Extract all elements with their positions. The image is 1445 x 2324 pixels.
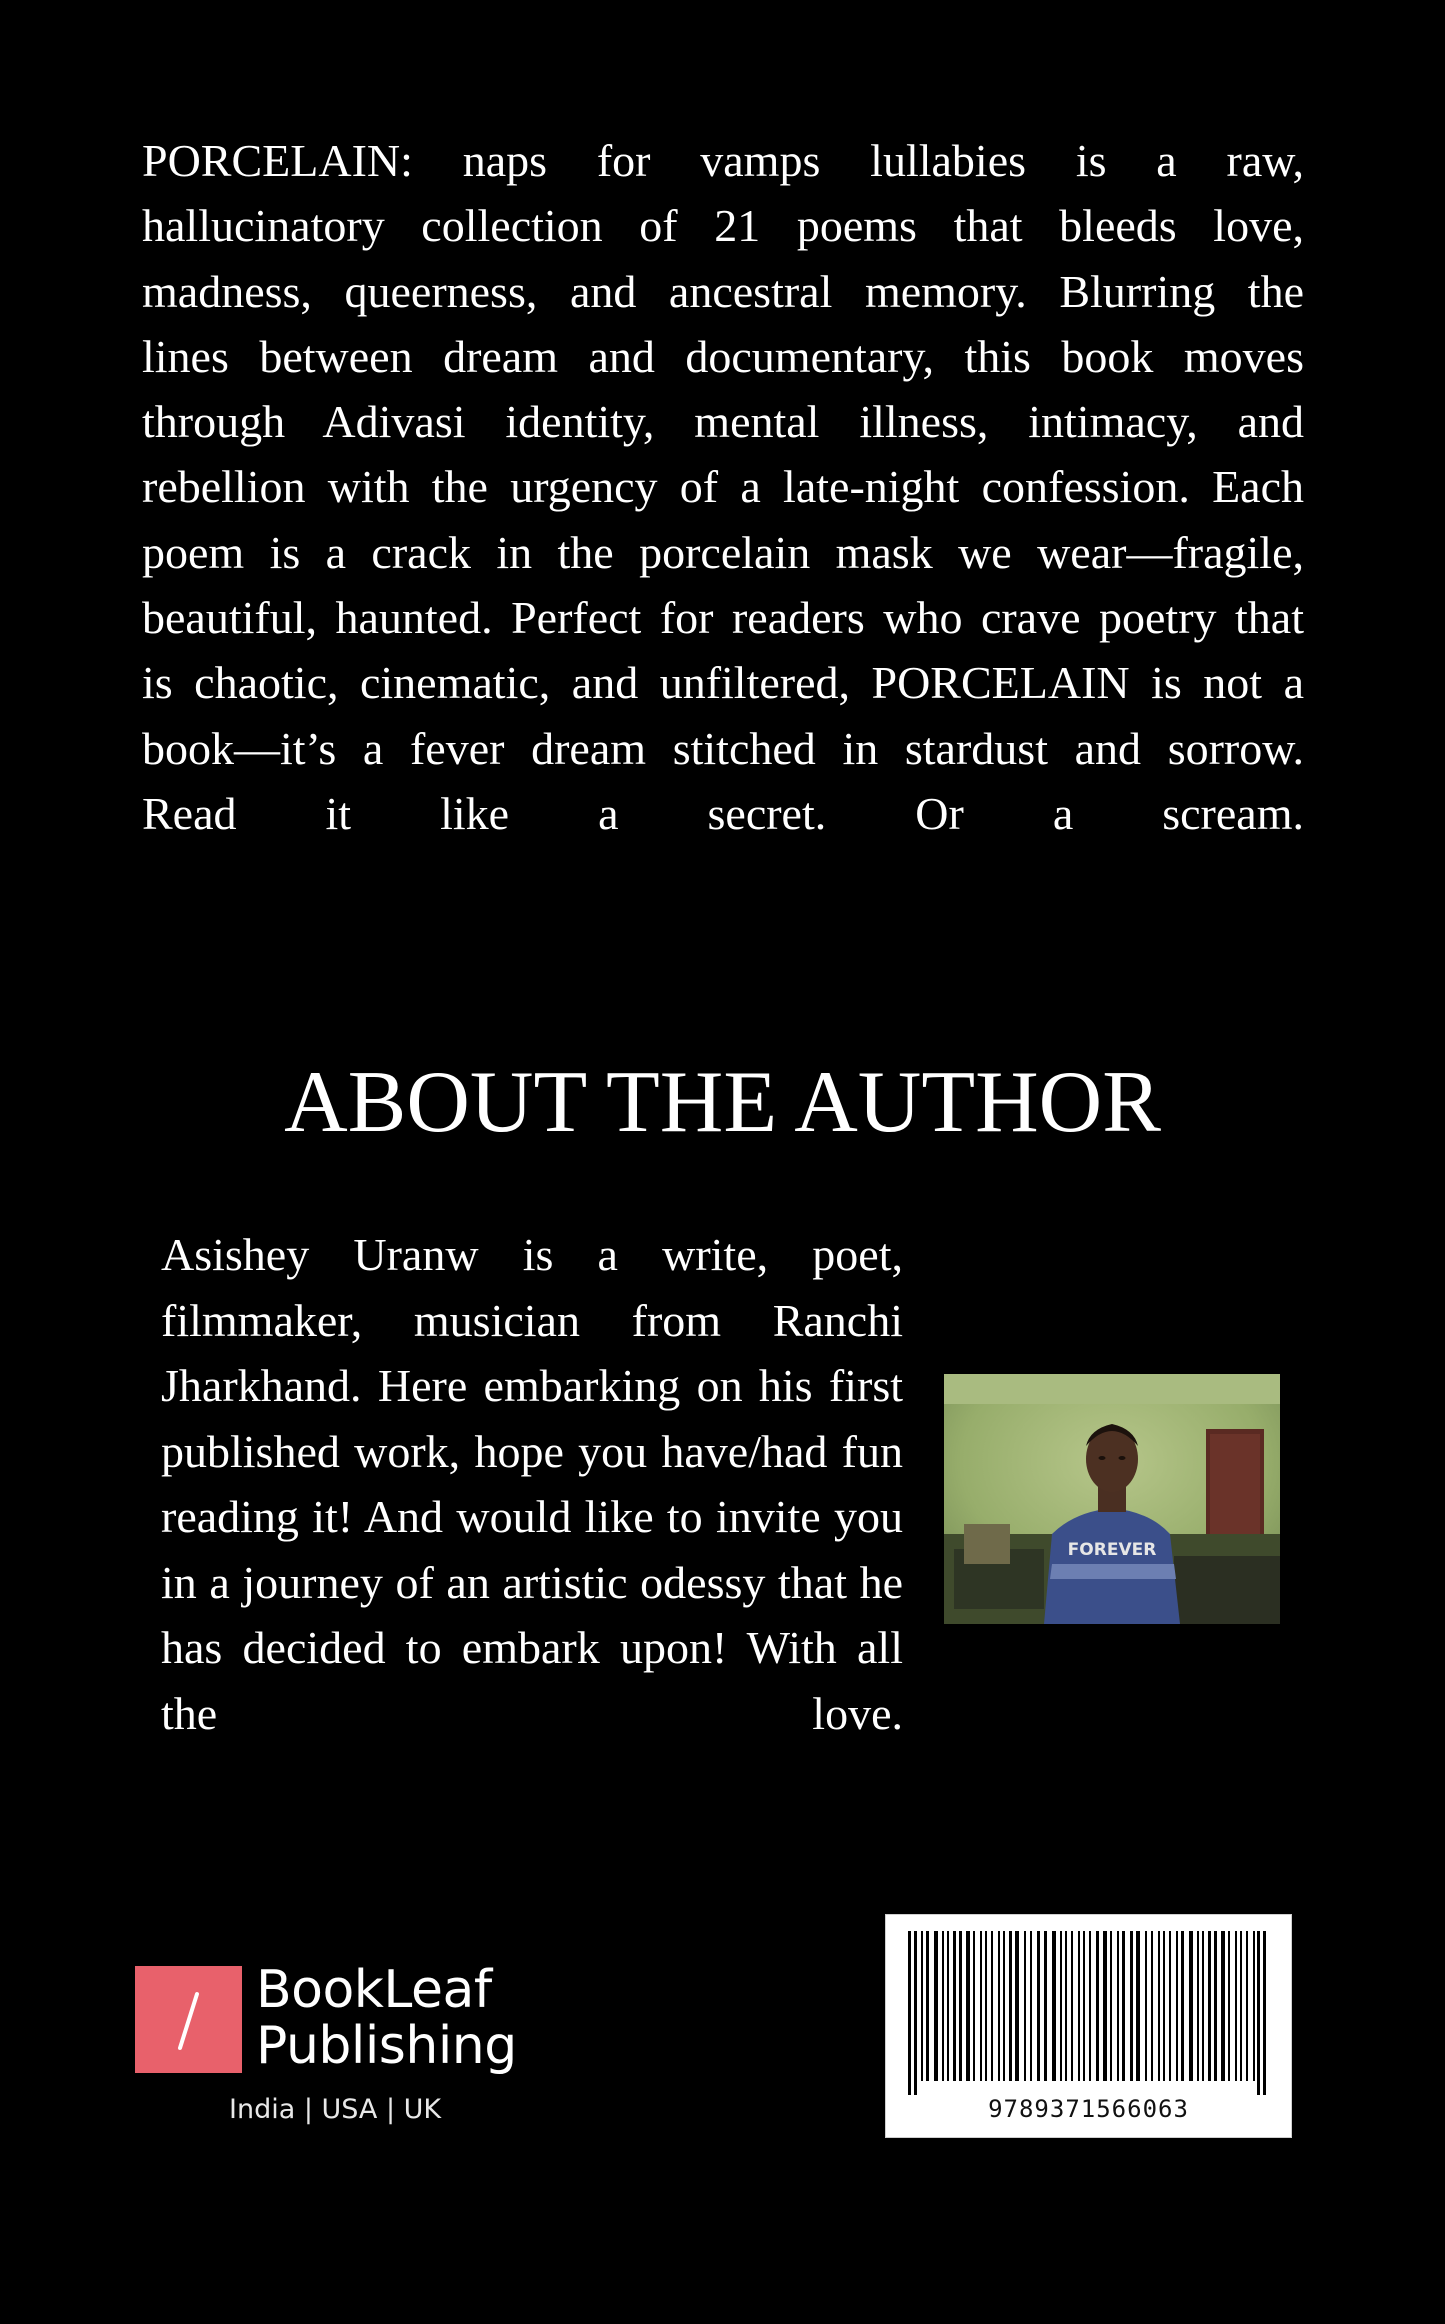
barcode-bar	[1235, 1931, 1237, 2081]
barcode-bar	[1044, 1931, 1047, 2081]
barcode-bar	[1246, 1931, 1248, 2081]
barcode-bar	[1024, 1931, 1026, 2081]
barcode-bar	[1221, 1931, 1225, 2081]
author-bio: Asishey Uranw is a write, poet, filmmaker, musician from Ranchi Jharkhand. Here embarking on his first published work, hope you have/had fun reading it! And would like to invite you in a journey of an artistic odessy that he has decided to embark upon! With all the love.	[161, 1229, 903, 1739]
barcode-bar	[1117, 1931, 1119, 2081]
barcode-bar	[1145, 1931, 1147, 2081]
barcode-bar	[1176, 1931, 1178, 2081]
barcode-bar	[1078, 1931, 1080, 2081]
barcode-bar	[1240, 1931, 1242, 2081]
barcode-bar	[1158, 1931, 1160, 2081]
barcode-bar	[1071, 1931, 1073, 2081]
shirt-print: FOREVER	[1067, 1540, 1157, 1560]
barcode-bar	[1197, 1931, 1199, 2081]
about-author-heading: ABOUT THE AUTHOR	[284, 1054, 1161, 1151]
barcode-bar	[1214, 1931, 1217, 2081]
barcode-bar	[1015, 1931, 1019, 2081]
barcode-bar	[1096, 1931, 1099, 2081]
publisher-regions: India | USA | UK	[229, 2094, 442, 2125]
barcode-bar	[973, 1931, 975, 2081]
barcode-bar	[959, 1931, 962, 2081]
barcode-bar	[985, 1931, 987, 2081]
barcode-bar	[947, 1931, 949, 2081]
barcode-bar	[998, 1931, 1000, 2081]
barcode-bar	[1037, 1931, 1040, 2081]
publisher-name	[256, 1962, 517, 2074]
barcode-bar	[1089, 1931, 1091, 2081]
barcode-bar	[914, 1931, 917, 2095]
barcode-bar	[1009, 1931, 1012, 2081]
barcode-bar	[1130, 1931, 1133, 2081]
barcode-bar	[1083, 1931, 1085, 2081]
publisher-name-line1: BookLeaf	[256, 1960, 492, 2020]
barcode-bar	[966, 1931, 970, 2081]
barcode-bar	[1208, 1931, 1211, 2081]
isbn-barcode	[885, 1914, 1292, 2138]
barcode-bar	[1060, 1931, 1062, 2081]
author-photo	[944, 1374, 1280, 1624]
barcode-bar	[1163, 1931, 1165, 2081]
leaf-slash-icon	[135, 1966, 242, 2073]
barcode-bar	[1110, 1931, 1112, 2081]
barcode-bar	[1136, 1931, 1140, 2081]
barcode-bar	[1052, 1931, 1056, 2081]
barcode-bar	[1065, 1931, 1067, 2081]
barcode-bar	[1181, 1931, 1184, 2081]
barcode-bar	[1189, 1931, 1193, 2081]
barcode-bar	[1257, 1931, 1260, 2095]
isbn-number: 9789371566063	[988, 2095, 1189, 2123]
barcode-bar	[1169, 1931, 1171, 2081]
barcode-bar	[1253, 1931, 1255, 2081]
publisher-name-line2: Publishing	[256, 2016, 517, 2076]
back-cover-blurb: PORCELAIN: naps for vamps lullabies is a raw, hallucinatory collection of 21 poems that bleeds love, madness, queerness, and ancestral memory. Blurring the lines between dream and documentary, this book moves through Adivasi identity, mental illness, intimacy, and rebellion with the urgency of a late-night confession. Each poem is a crack in the porcelain mask we wear—fragile, beautiful, haunted. Perfect for readers who crave poetry that is chaotic, cinematic, and unfiltered, PORCELAIN is not a book—it’s a fever dream stitched in stardust and sorrow. Read it like a secret. Or a scream.	[142, 135, 1304, 839]
barcode-bar	[1103, 1931, 1107, 2081]
barcode-bar	[926, 1931, 929, 2081]
barcode-bar	[991, 1931, 993, 2081]
barcode-bar	[1030, 1931, 1032, 2081]
barcode-bar	[953, 1931, 956, 2081]
barcode-bar	[1003, 1931, 1005, 2081]
publisher-logo	[135, 1962, 555, 2142]
barcode-bar	[908, 1931, 911, 2095]
barcode-bar	[1122, 1931, 1125, 2081]
barcode-bar	[1263, 1931, 1266, 2095]
barcode-bar	[942, 1931, 944, 2081]
barcode-bar	[1151, 1931, 1153, 2081]
barcode-bar	[980, 1931, 982, 2081]
barcode-bar	[1202, 1931, 1204, 2081]
barcode-bar	[1228, 1931, 1230, 2081]
barcode-bar	[934, 1931, 938, 2081]
barcode-bar	[921, 1931, 923, 2081]
